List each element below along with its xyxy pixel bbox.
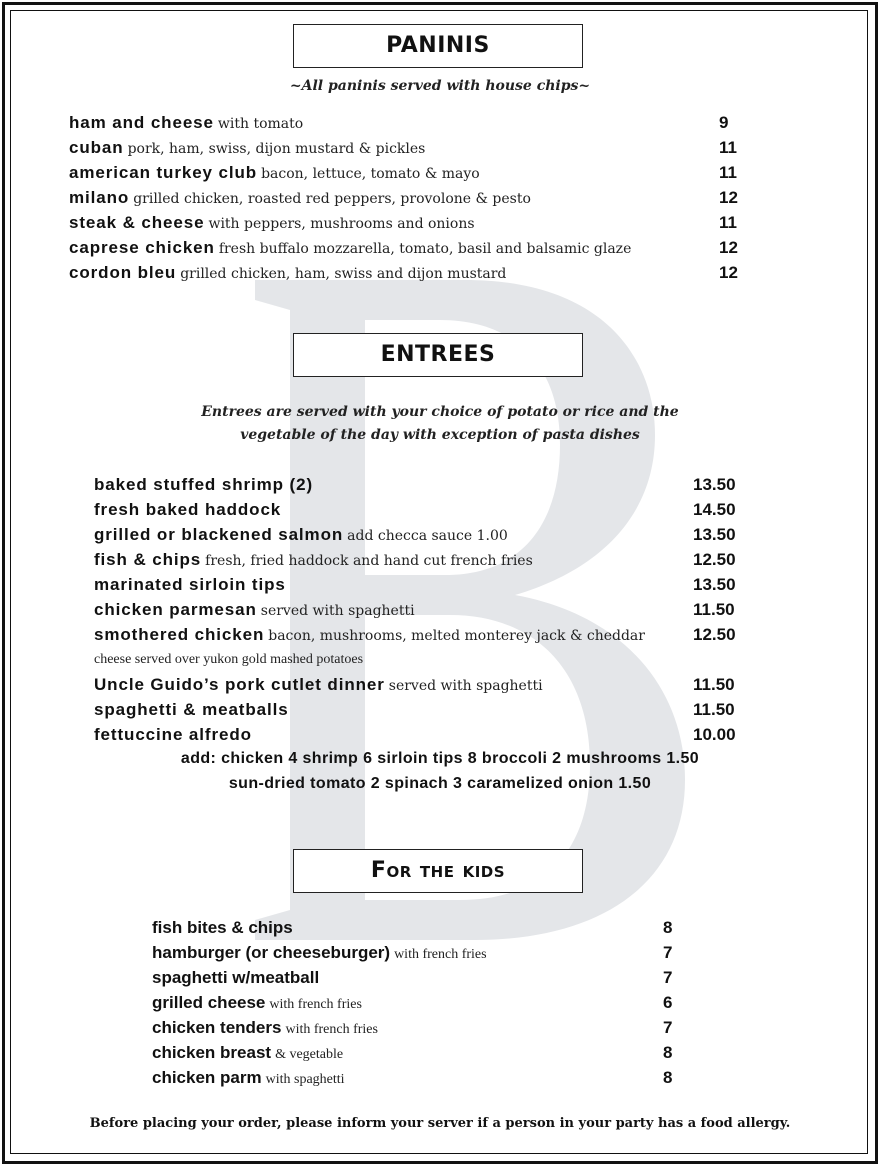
menu-item — [152, 990, 712, 1015]
entrees-list — [94, 472, 794, 747]
menu-item-price: 11.50 — [693, 675, 735, 694]
menu-item-description: pork, ham, swiss, dijon mustard & pickles — [127, 141, 426, 157]
menu-item-price: 11 — [719, 138, 737, 157]
paninis-list — [69, 110, 769, 285]
menu-item-price: 12 — [719, 188, 738, 207]
menu-item-price: 11 — [719, 213, 737, 232]
entrees-note-line1: Entrees are served with your choice of potato or rice and the — [201, 404, 679, 420]
section-title-entrees: ENTREES — [293, 333, 583, 377]
menu-item — [94, 622, 794, 647]
menu-item-name: steak & cheese — [69, 213, 205, 232]
menu-item-name: fish & chips — [94, 550, 202, 569]
menu-item-price: 8 — [663, 918, 673, 937]
menu-item-name: chicken breast — [152, 1043, 272, 1062]
menu-item-name: grilled cheese — [152, 993, 266, 1012]
section-title-paninis: PANINIS — [293, 24, 583, 68]
menu-item-price: 12.50 — [693, 625, 736, 644]
allergy-notice: Before placing your order, please inform your server if a person in your party has a food allergy. — [89, 1116, 791, 1131]
menu-item — [94, 547, 794, 572]
menu-item-price: 13.50 — [693, 575, 736, 594]
menu-item-description: bacon, mushrooms, melted monterey jack & cheddar — [268, 628, 645, 644]
menu-item-name: hamburger (or cheeseburger) — [152, 943, 391, 962]
menu-item — [152, 965, 712, 990]
menu-item — [69, 110, 769, 135]
menu-item — [94, 522, 794, 547]
menu-item — [94, 722, 794, 747]
menu-item-name: chicken tenders — [152, 1018, 282, 1037]
menu-item — [94, 672, 794, 697]
menu-item-name: fettuccine alfredo — [94, 725, 252, 744]
menu-item-price: 7 — [663, 968, 673, 987]
menu-item — [69, 160, 769, 185]
entrees-note-line2: vegetable of the day with exception of pasta dishes — [240, 427, 640, 443]
menu-item-name: cordon bleu — [69, 263, 177, 282]
menu-item-description-continued: cheese served over yukon gold mashed potatoes — [94, 652, 364, 667]
menu-item-description: bacon, lettuce, tomato & mayo — [261, 166, 480, 182]
menu-item-description: served with spaghetti — [260, 603, 415, 619]
menu-item-description: with spaghetti — [265, 1072, 345, 1087]
menu-item-name: smothered chicken — [94, 625, 265, 644]
menu-item-description: fresh, fried haddock and hand cut french fries — [205, 553, 533, 569]
menu-item-price: 8 — [663, 1043, 673, 1062]
menu-item-name: milano — [69, 188, 130, 207]
paninis-note: ~All paninis served with house chips~ — [289, 78, 591, 94]
menu-item-description: & vegetable — [275, 1047, 344, 1062]
menu-item — [94, 597, 794, 622]
menu-item — [152, 1040, 712, 1065]
menu-item-name: ham and cheese — [69, 113, 214, 132]
menu-item — [152, 1065, 712, 1090]
menu-item — [152, 940, 712, 965]
menu-item-name: chicken parm — [152, 1068, 262, 1087]
menu-item-name: baked stuffed shrimp (2) — [94, 475, 314, 494]
menu-item-price: 13.50 — [693, 525, 736, 544]
menu-item-price: 11 — [719, 163, 737, 182]
menu-item-name: chicken parmesan — [94, 600, 257, 619]
menu-item — [152, 1015, 712, 1040]
menu-item-name: spaghetti & meatballs — [94, 700, 289, 719]
menu-item — [94, 497, 794, 522]
menu-item-price: 14.50 — [693, 500, 736, 519]
menu-item-price: 7 — [663, 943, 673, 962]
menu-item — [69, 210, 769, 235]
menu-item-price: 13.50 — [693, 475, 736, 494]
menu-item-price: 11.50 — [693, 600, 735, 619]
menu-item-price: 11.50 — [693, 700, 735, 719]
menu-item-price: 7 — [663, 1018, 673, 1037]
menu-item-description: with french fries — [269, 997, 362, 1012]
entrees-addons-line2: sun-dried tomato 2 spinach 3 caramelized onion 1.50 — [228, 775, 652, 792]
section-title-kids: For the kids — [293, 849, 583, 893]
menu-item-description: with peppers, mushrooms and onions — [208, 216, 475, 232]
menu-item-name: grilled or blackened salmon — [94, 525, 344, 544]
kids-list — [152, 915, 712, 1090]
menu-item — [94, 572, 794, 597]
menu-item-name: american turkey club — [69, 163, 258, 182]
menu-item — [69, 135, 769, 160]
menu-item — [69, 260, 769, 285]
menu-item-price: 9 — [719, 113, 729, 132]
menu-item — [69, 235, 769, 260]
menu-item — [94, 697, 794, 722]
menu-item — [152, 915, 712, 940]
menu-item-price: 12 — [719, 238, 738, 257]
menu-item-description: with french fries — [394, 947, 487, 962]
menu-item-price: 12.50 — [693, 550, 736, 569]
menu-item-description: with french fries — [285, 1022, 378, 1037]
menu-item-description: grilled chicken, roasted red peppers, provolone & pesto — [133, 191, 531, 207]
menu-item-price: 6 — [663, 993, 673, 1012]
menu-item-description: grilled chicken, ham, swiss and dijon mustard — [180, 266, 507, 282]
menu-item-description: fresh buffalo mozzarella, tomato, basil and balsamic glaze — [218, 241, 632, 257]
menu-item-description: add checca sauce 1.00 — [347, 528, 508, 544]
menu-item-name: spaghetti w/meatball — [152, 968, 320, 987]
menu-item-name: marinated sirloin tips — [94, 575, 286, 594]
entrees-addons-line1: add: chicken 4 shrimp 6 sirloin tips 8 broccoli 2 mushrooms 1.50 — [180, 750, 700, 767]
menu-item-name: fresh baked haddock — [94, 500, 282, 519]
menu-item — [69, 185, 769, 210]
menu-item-price: 12 — [719, 263, 738, 282]
menu-item-description: with tomato — [217, 116, 304, 132]
menu-item-description: served with spaghetti — [388, 678, 543, 694]
menu-item-price: 8 — [663, 1068, 673, 1087]
menu-item-name: Uncle Guido’s pork cutlet dinner — [94, 675, 385, 694]
menu-item-name: fish bites & chips — [152, 918, 293, 937]
menu-item-name: caprese chicken — [69, 238, 215, 257]
menu-item-price: 10.00 — [693, 725, 736, 744]
menu-item-name: cuban — [69, 138, 124, 157]
menu-item — [94, 472, 794, 497]
